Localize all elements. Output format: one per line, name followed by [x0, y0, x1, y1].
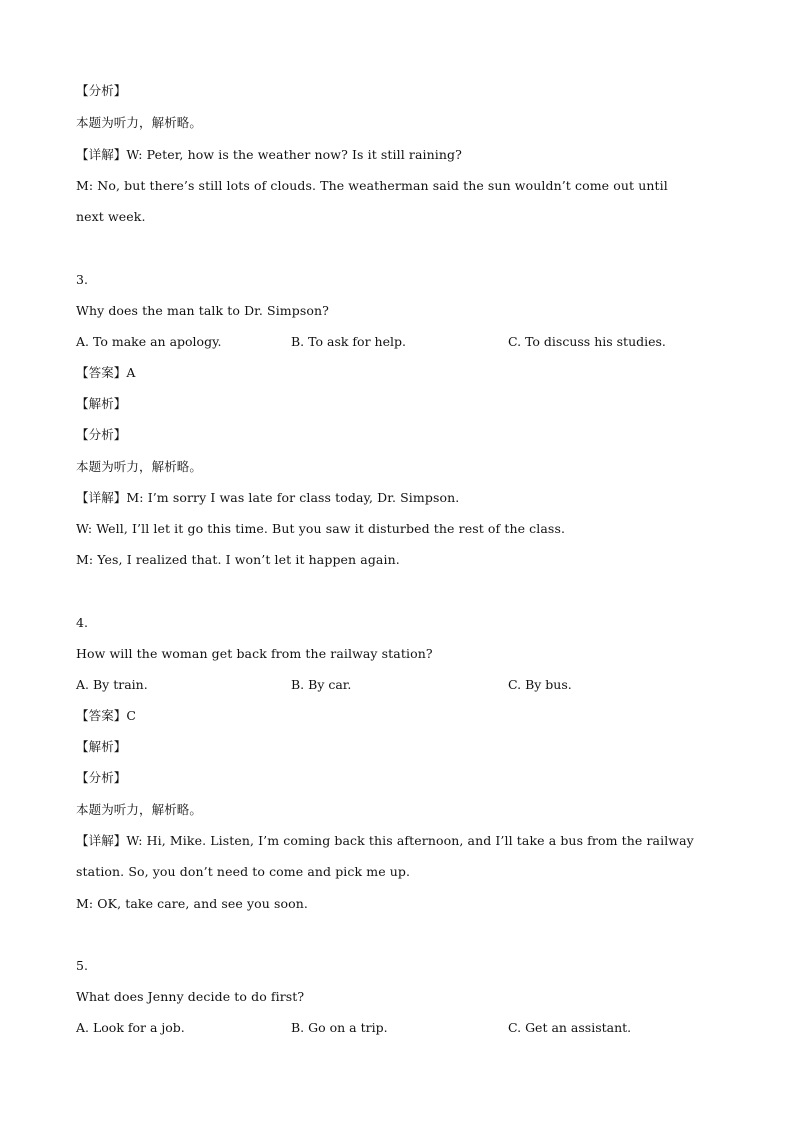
explain-tag: 【解析】	[76, 739, 127, 754]
detail-text: W: Hi, Mike. Listen, I’m coming back this afternoon, and I’ll take a bus from the railway	[126, 833, 694, 848]
detail-line: M: Yes, I realized that. I won’t let it happen again.	[76, 552, 400, 567]
option-a: A. By train.	[76, 677, 148, 692]
option-b: B. To ask for help.	[291, 334, 406, 349]
analysis-text: 本题为听力，解析略。	[76, 115, 203, 130]
explain-tag: 【解析】	[76, 396, 127, 411]
analysis-tag: 【分析】	[76, 83, 127, 98]
analysis-tag: 【分析】	[76, 770, 127, 785]
option-b: B. By car.	[291, 677, 352, 692]
detail-line	[76, 147, 462, 163]
option-c: C. By bus.	[508, 677, 572, 692]
detail-line	[76, 490, 459, 506]
answer-tag: 【答案】	[76, 708, 127, 723]
question-number: 4.	[76, 615, 89, 630]
detail-text: M: I’m sorry I was late for class today, Dr. Simpson.	[126, 490, 460, 505]
answer-line	[76, 365, 136, 381]
detail-line: W: Well, I’ll let it go this time. But you saw it disturbed the rest of the class.	[76, 521, 566, 536]
option-a: A. To make an apology.	[76, 334, 222, 349]
answer-tag: 【答案】	[76, 365, 127, 380]
question-text: How will the woman get back from the railway station?	[76, 646, 433, 661]
answer-value: C	[126, 708, 137, 723]
detail-text: W: Peter, how is the weather now? Is it still raining?	[126, 147, 462, 162]
analysis-tag: 【分析】	[76, 427, 127, 442]
detail-line: M: OK, take care, and see you soon.	[76, 896, 308, 911]
detail-tag: 【详解】	[76, 490, 127, 505]
detail-tag: 【详解】	[76, 147, 127, 162]
detail-line	[76, 833, 694, 849]
option-c: C. Get an assistant.	[508, 1020, 632, 1035]
question-text: Why does the man talk to Dr. Simpson?	[76, 303, 329, 318]
question-text: What does Jenny decide to do first?	[76, 989, 305, 1004]
analysis-text: 本题为听力，解析略。	[76, 459, 203, 474]
detail-line: station. So, you don’t need to come and pick me up.	[76, 864, 411, 879]
question-number: 3.	[76, 272, 89, 287]
analysis-text: 本题为听力，解析略。	[76, 802, 203, 817]
option-a: A. Look for a job.	[76, 1020, 185, 1035]
answer-value: A	[126, 365, 136, 380]
detail-line: next week.	[76, 209, 146, 224]
answer-line	[76, 708, 136, 724]
option-c: C. To discuss his studies.	[508, 334, 666, 349]
detail-tag: 【详解】	[76, 833, 127, 848]
option-b: B. Go on a trip.	[291, 1020, 388, 1035]
detail-line: M: No, but there’s still lots of clouds. The weatherman said the sun wouldn’t come out until	[76, 178, 668, 193]
question-number: 5.	[76, 958, 89, 973]
